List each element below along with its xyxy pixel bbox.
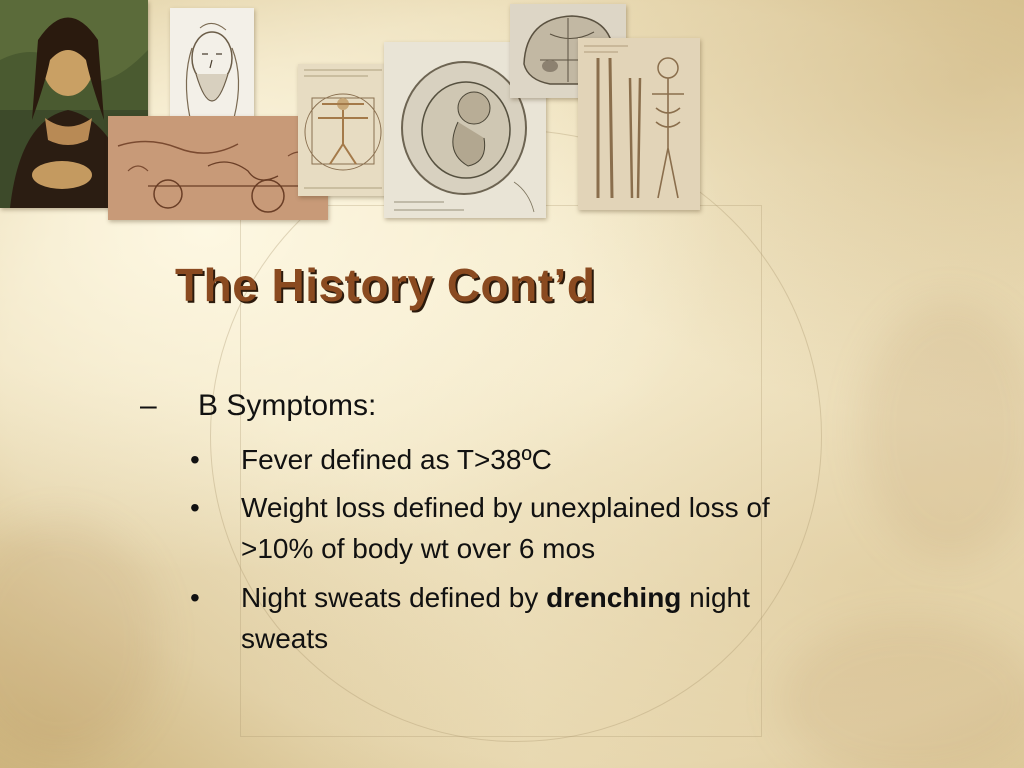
list-item-text-line1: [241, 580, 750, 616]
list-item-text-line1: Weight loss defined by unexplained loss of: [241, 492, 770, 523]
emphasis-text: drenching: [546, 582, 682, 613]
list-item-text-line2: >10% of body wt over 6 mos: [241, 533, 596, 564]
text-segment: Night sweats defined by: [241, 582, 547, 613]
bullet-marker: •: [190, 444, 200, 475]
list-item-label: B Symptoms:: [198, 389, 377, 422]
bullet-marker: •: [190, 492, 200, 523]
list-item-text: Fever defined as T>38ºC: [241, 444, 552, 475]
list-item-text-line2: sweats: [241, 623, 329, 654]
slide-title: The History Cont’d: [175, 259, 596, 311]
dash-marker: –: [140, 389, 157, 422]
text-segment: night: [681, 582, 750, 613]
bullet-marker: •: [190, 582, 200, 613]
